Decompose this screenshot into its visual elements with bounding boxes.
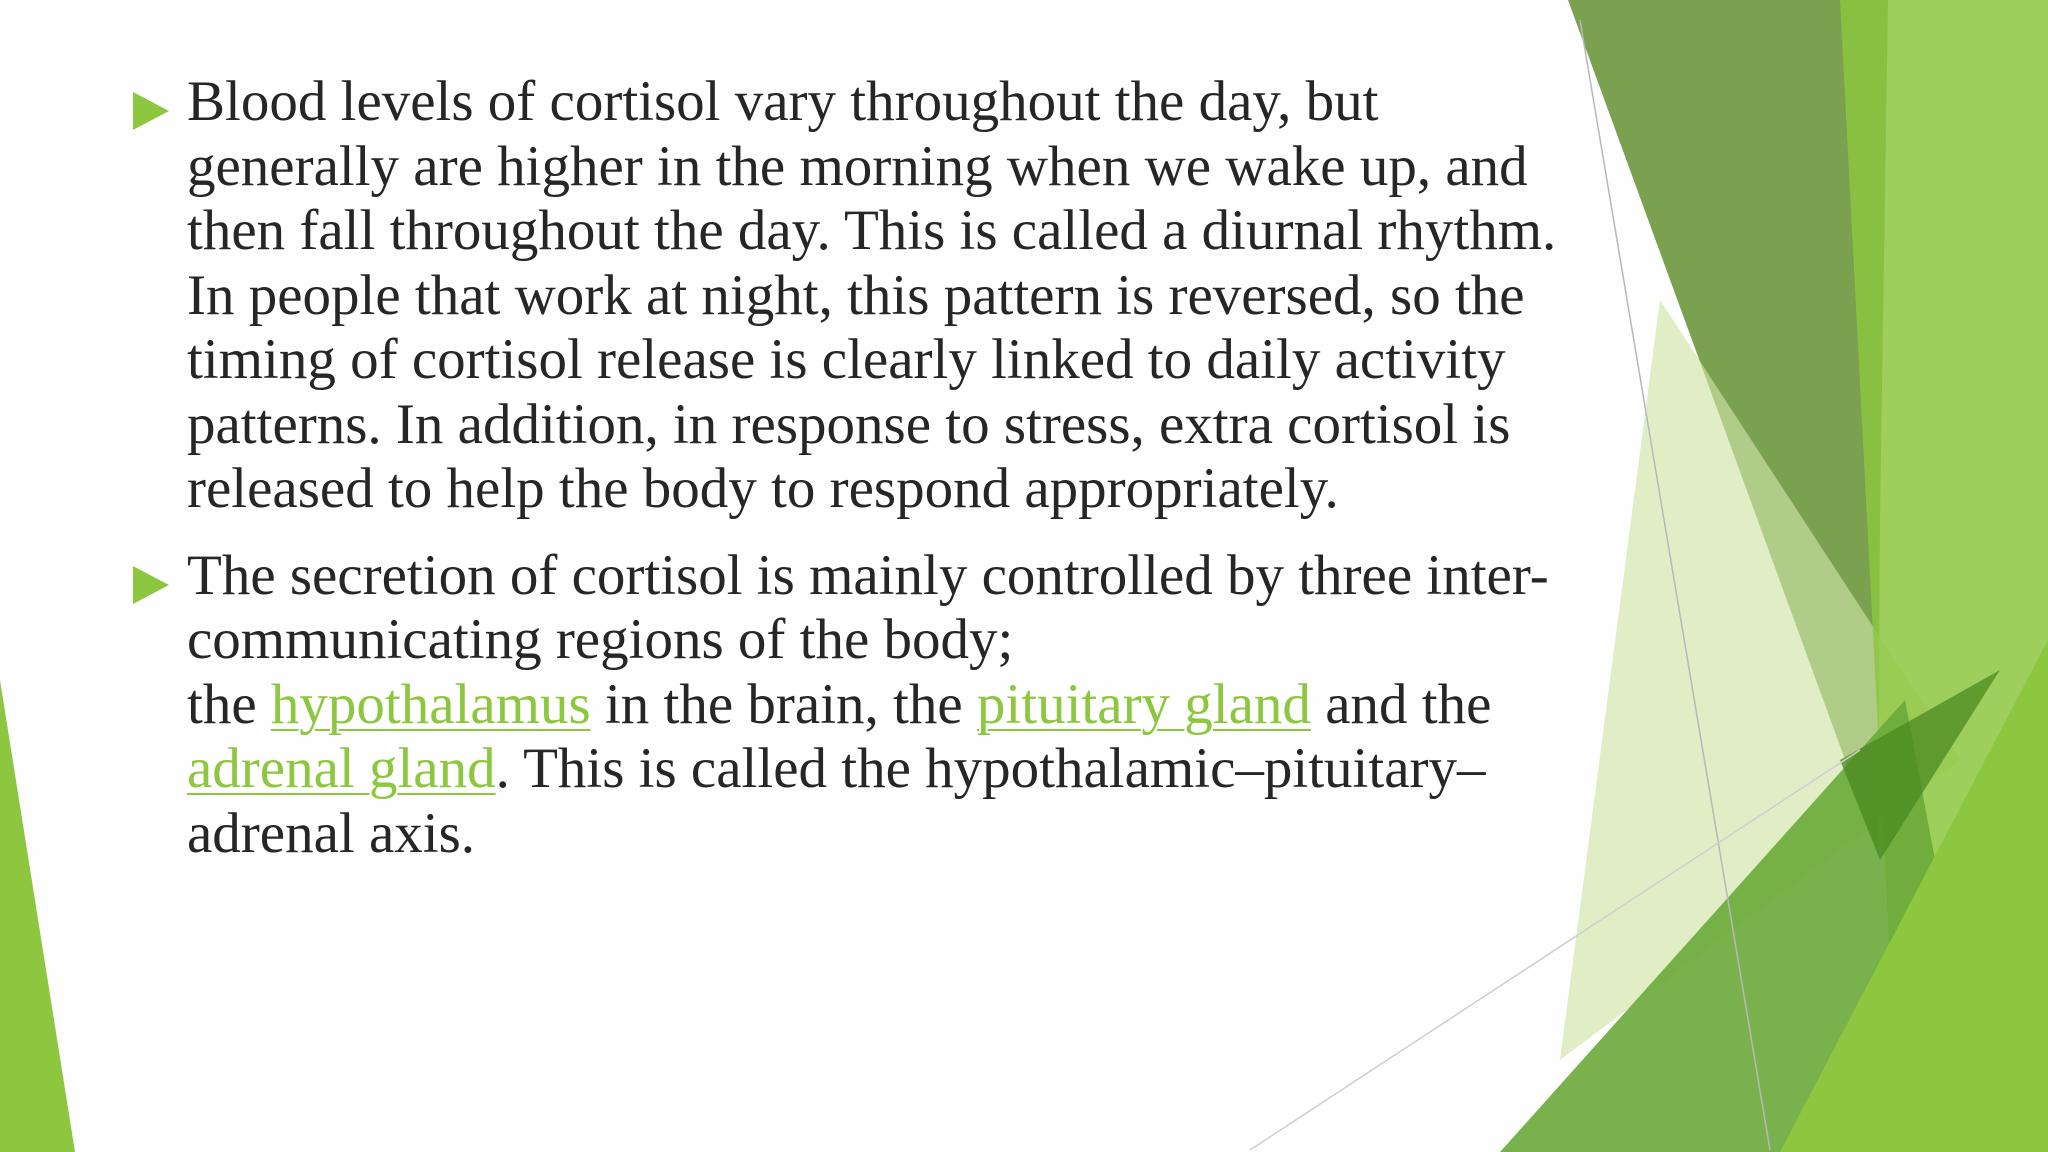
bullet-intro-text: The secretion of cortisol is mainly controlled by three inter-communicating regions of the body;: [187, 543, 1549, 671]
adrenal-gland-link[interactable]: adrenal gland: [187, 737, 496, 800]
bullet-item-cortisol-secretion: [130, 544, 1570, 867]
hypothalamus-link[interactable]: hypothalamus: [270, 672, 591, 736]
bullet-text-fragment: the: [187, 672, 271, 736]
triangle-bullet-icon: [133, 92, 169, 130]
left-green-shape: [0, 680, 75, 1152]
triangle-bullet-icon: [133, 566, 169, 604]
bullet-item-cortisol-levels: [130, 70, 1570, 522]
bullet-text: Blood levels of cortisol vary throughout the day, but generally are higher in the morning when we wake up, and then fall throughout the day. This is called a diurnal rhythm. In people that work at night, this pattern is reversed, so the timing of cortisol release is clearly linked to daily activity patterns. In addition, in response to stress, extra cortisol is released to help the body to respond appropriately.: [187, 70, 1557, 520]
bullet-text-fragment: and the: [1310, 672, 1492, 736]
slide-body: [130, 70, 1570, 866]
bullet-text-fragment: . This is called the hypothalamic–pituitary–adrenal axis.: [187, 737, 1486, 865]
pituitary-gland-link[interactable]: pituitary gland: [976, 672, 1311, 736]
bullet-text-fragment: in the brain, the: [590, 672, 977, 736]
